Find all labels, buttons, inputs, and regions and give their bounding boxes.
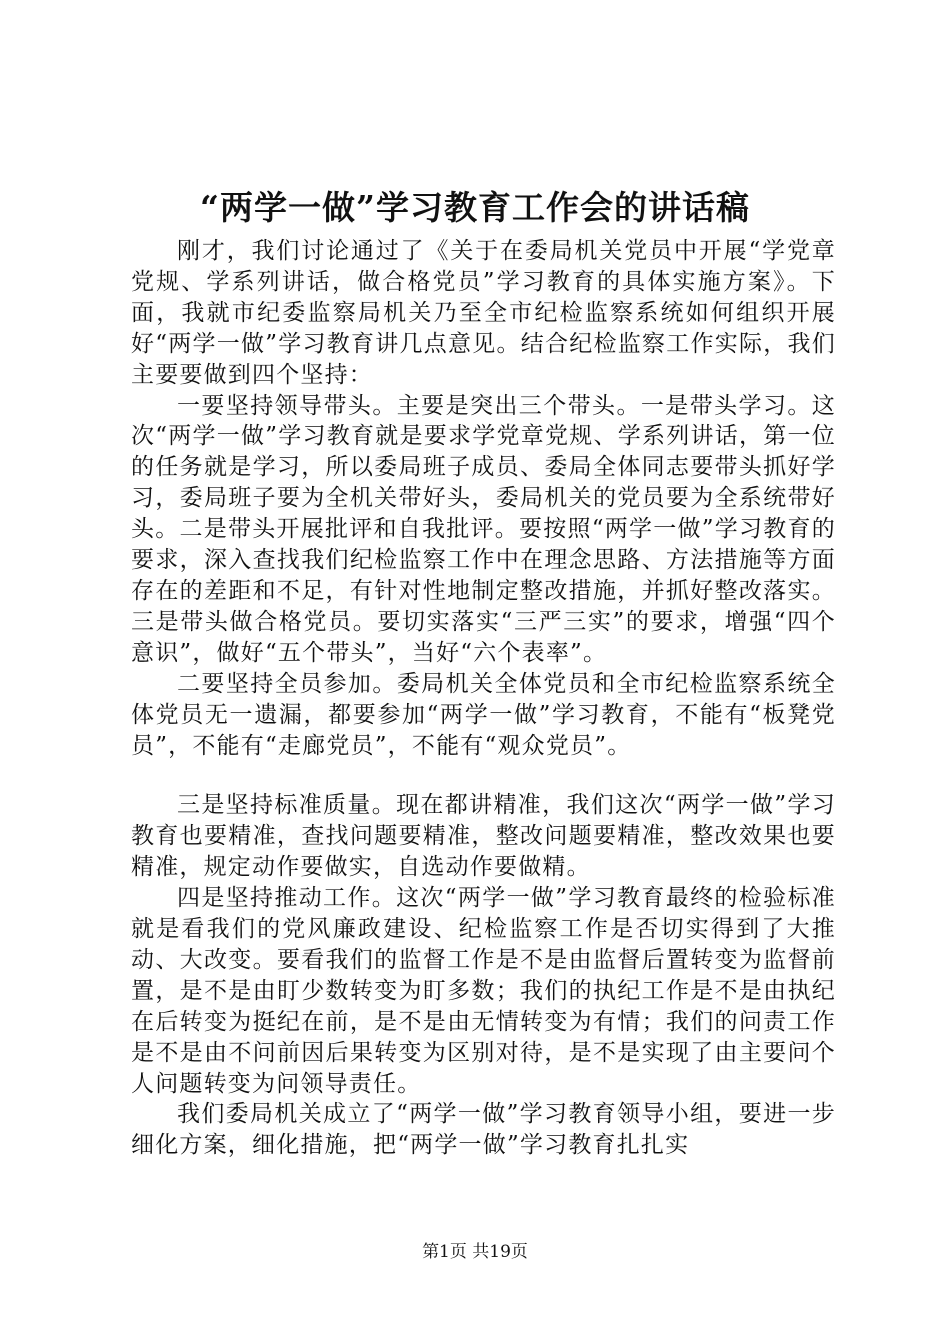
paragraph-leadership: 一要坚持领导带头。主要是突出三个带头。一是带头学习。这次“两学一做”学习教育就是要求学党章党规、学系列讲话，第一位的任务就是学习，所以委局班子成员、委局全体同志要带头抓好学习，委局班子要为全机关带好头，委局机关的党员要为全系统带好头。二是带头开展批评和自我批评。要按照“两学一做”学习教育的要求，深入查找我们纪检监察工作中在理念思路、方法措施等方面存在的差距和不足，有针对性地制定整改措施，并抓好整改落实。三是带头做合格党员。要切实落实“三严三实”的要求，增强“四个意识”，做好“五个带头”，当好“六个表率”。 [131,392,836,666]
paragraph-promote-work: 四是坚持推动工作。这次“两学一做”学习教育最终的检验标准就是看我们的党风廉政建设、纪检监察工作是否切实得到了大推动、大改变。要看我们的监督工作是不是由监督后置转变为监督前置，是不是由盯少数转变为盯多数；我们的执纪工作是不是由执纪在后转变为挺纪在前，是不是由无情转变为有情；我们的问责工作是不是由不问前因后果转变为区别对待，是不是实现了由主要问个人问题转变为问领导责任。 [131,885,836,1097]
paragraph-intro: 刚才，我们讨论通过了《关于在委局机关党员中开展“学党章党规、学系列讲话，做合格党员”学习教育的具体实施方案》。下面，我就市纪委监察局机关乃至全市纪检监察系统如何组织开展好“两学一做”学习教育讲几点意见。结合纪检监察工作实际，我们主要要做到四个坚持： [131,238,836,388]
paragraph-participation: 二要坚持全员参加。委局机关全体党员和全市纪检监察系统全体党员无一遗漏，都要参加“两学一做”学习教育，不能有“板凳党员”，不能有“走廊党员”，不能有“观众党员”。 [131,670,836,759]
document-title: “两学一做”学习教育工作会的讲话稿 [200,188,750,227]
page-number-footer: 第1页 共19页 [422,1242,528,1262]
document-body [131,236,836,1161]
paragraph-quality: 三是坚持标准质量。现在都讲精准，我们这次“两学一做”学习教育也要精准，查找问题要精准，整改问题要精准，整改效果也要精准，规定动作要做实，自选动作要做精。 [131,792,836,881]
paragraph-leading-group: 我们委局机关成立了“两学一做”学习教育领导小组，要进一步细化方案，细化措施，把“两学一做”学习教育扎扎实 [131,1101,836,1159]
